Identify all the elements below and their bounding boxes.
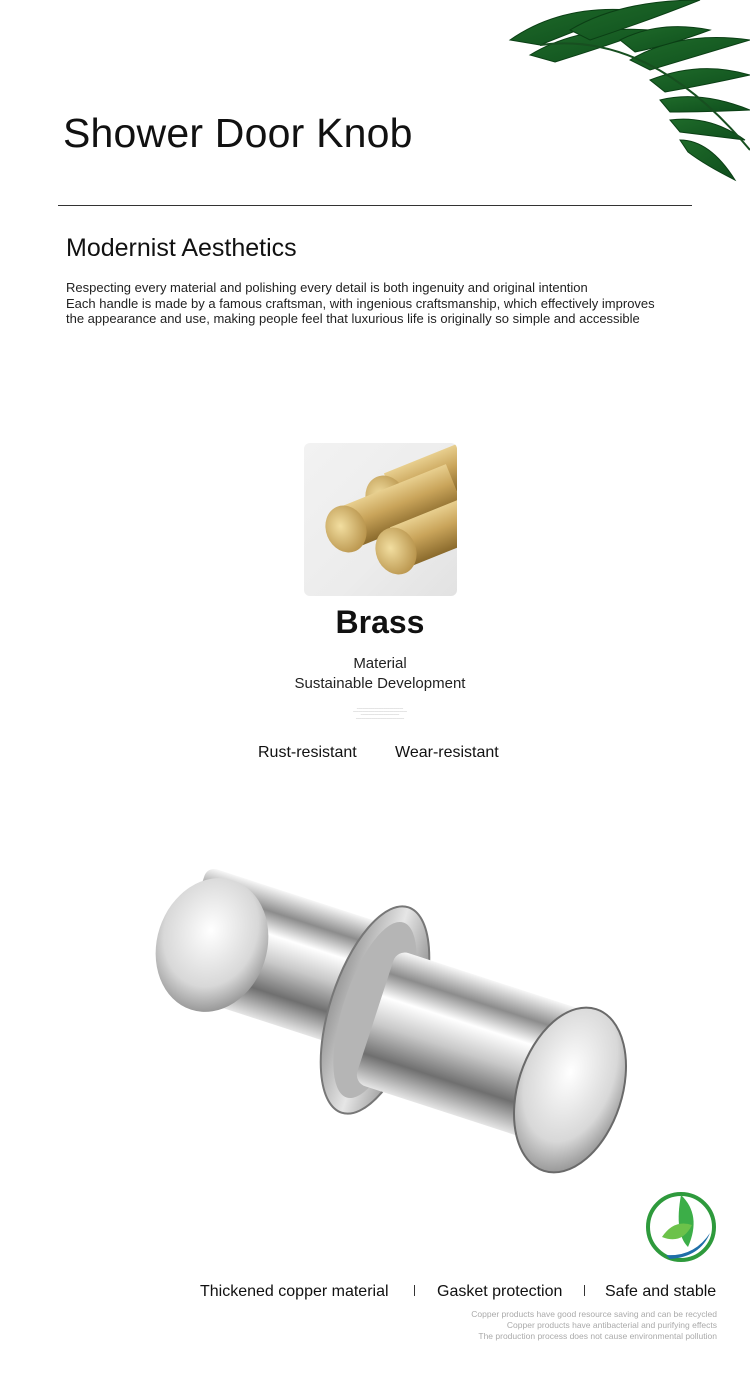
material-tagline: Sustainable Development [294, 675, 466, 692]
material-name: Brass [335, 604, 425, 640]
palm-leaves-decoration [500, 0, 750, 190]
intro-line: Each handle is made by a famous craftsman, with ingenious craftsmanship, which effectively improves [66, 295, 655, 311]
shower-door-knob-image [150, 860, 630, 1190]
section-heading: Modernist Aesthetics [66, 234, 297, 262]
feature-rust-resistant: Rust-resistant [258, 744, 357, 761]
feature-separator [414, 1285, 415, 1296]
eco-note: The production process does not cause environmental pollution [478, 1331, 717, 1341]
intro-paragraph [66, 280, 696, 327]
intro-line: Respecting every material and polishing every detail is both ingenuity and original intention [66, 280, 588, 295]
material-label: Material [353, 655, 407, 672]
title-divider [58, 205, 692, 206]
feature-separator [584, 1285, 585, 1296]
bottom-feature-safe: Safe and stable [605, 1283, 717, 1300]
eco-note: Copper products have antibacterial and purifying effects [506, 1320, 717, 1330]
intro-line: the appearance and use, making people feel that luxurious life is originally so simple and accessible [66, 311, 640, 326]
bottom-feature-copper: Thickened copper material [200, 1283, 389, 1300]
brass-rods-image [304, 443, 457, 596]
page-title: Shower Door Knob [63, 110, 413, 156]
eco-leaf-icon [644, 1185, 718, 1263]
feature-wear-resistant: Wear-resistant [395, 744, 499, 761]
eco-note: Copper products have good resource saving and can be recycled [471, 1309, 717, 1319]
fine-print-decoration: ▁▁▁▁▁▁▁▁▁▁▁▁▁▁▁▁▁▁▁▁▁▁▁▁ ▁▁▁▁▁▁▁▁▁▁▁▁▁▁▁▁▁▁▁▁▁▁▁▁▁▁▁▁ ▁▁▁▁▁▁▁▁▁▁▁▁▁▁▁▁▁▁▁▁ ▁▁▁▁▁▁▁▁▁▁▁▁▁▁▁▁▁▁▁▁▁▁▁▁▁ [353, 706, 407, 719]
bottom-feature-gasket: Gasket protection [437, 1283, 563, 1300]
